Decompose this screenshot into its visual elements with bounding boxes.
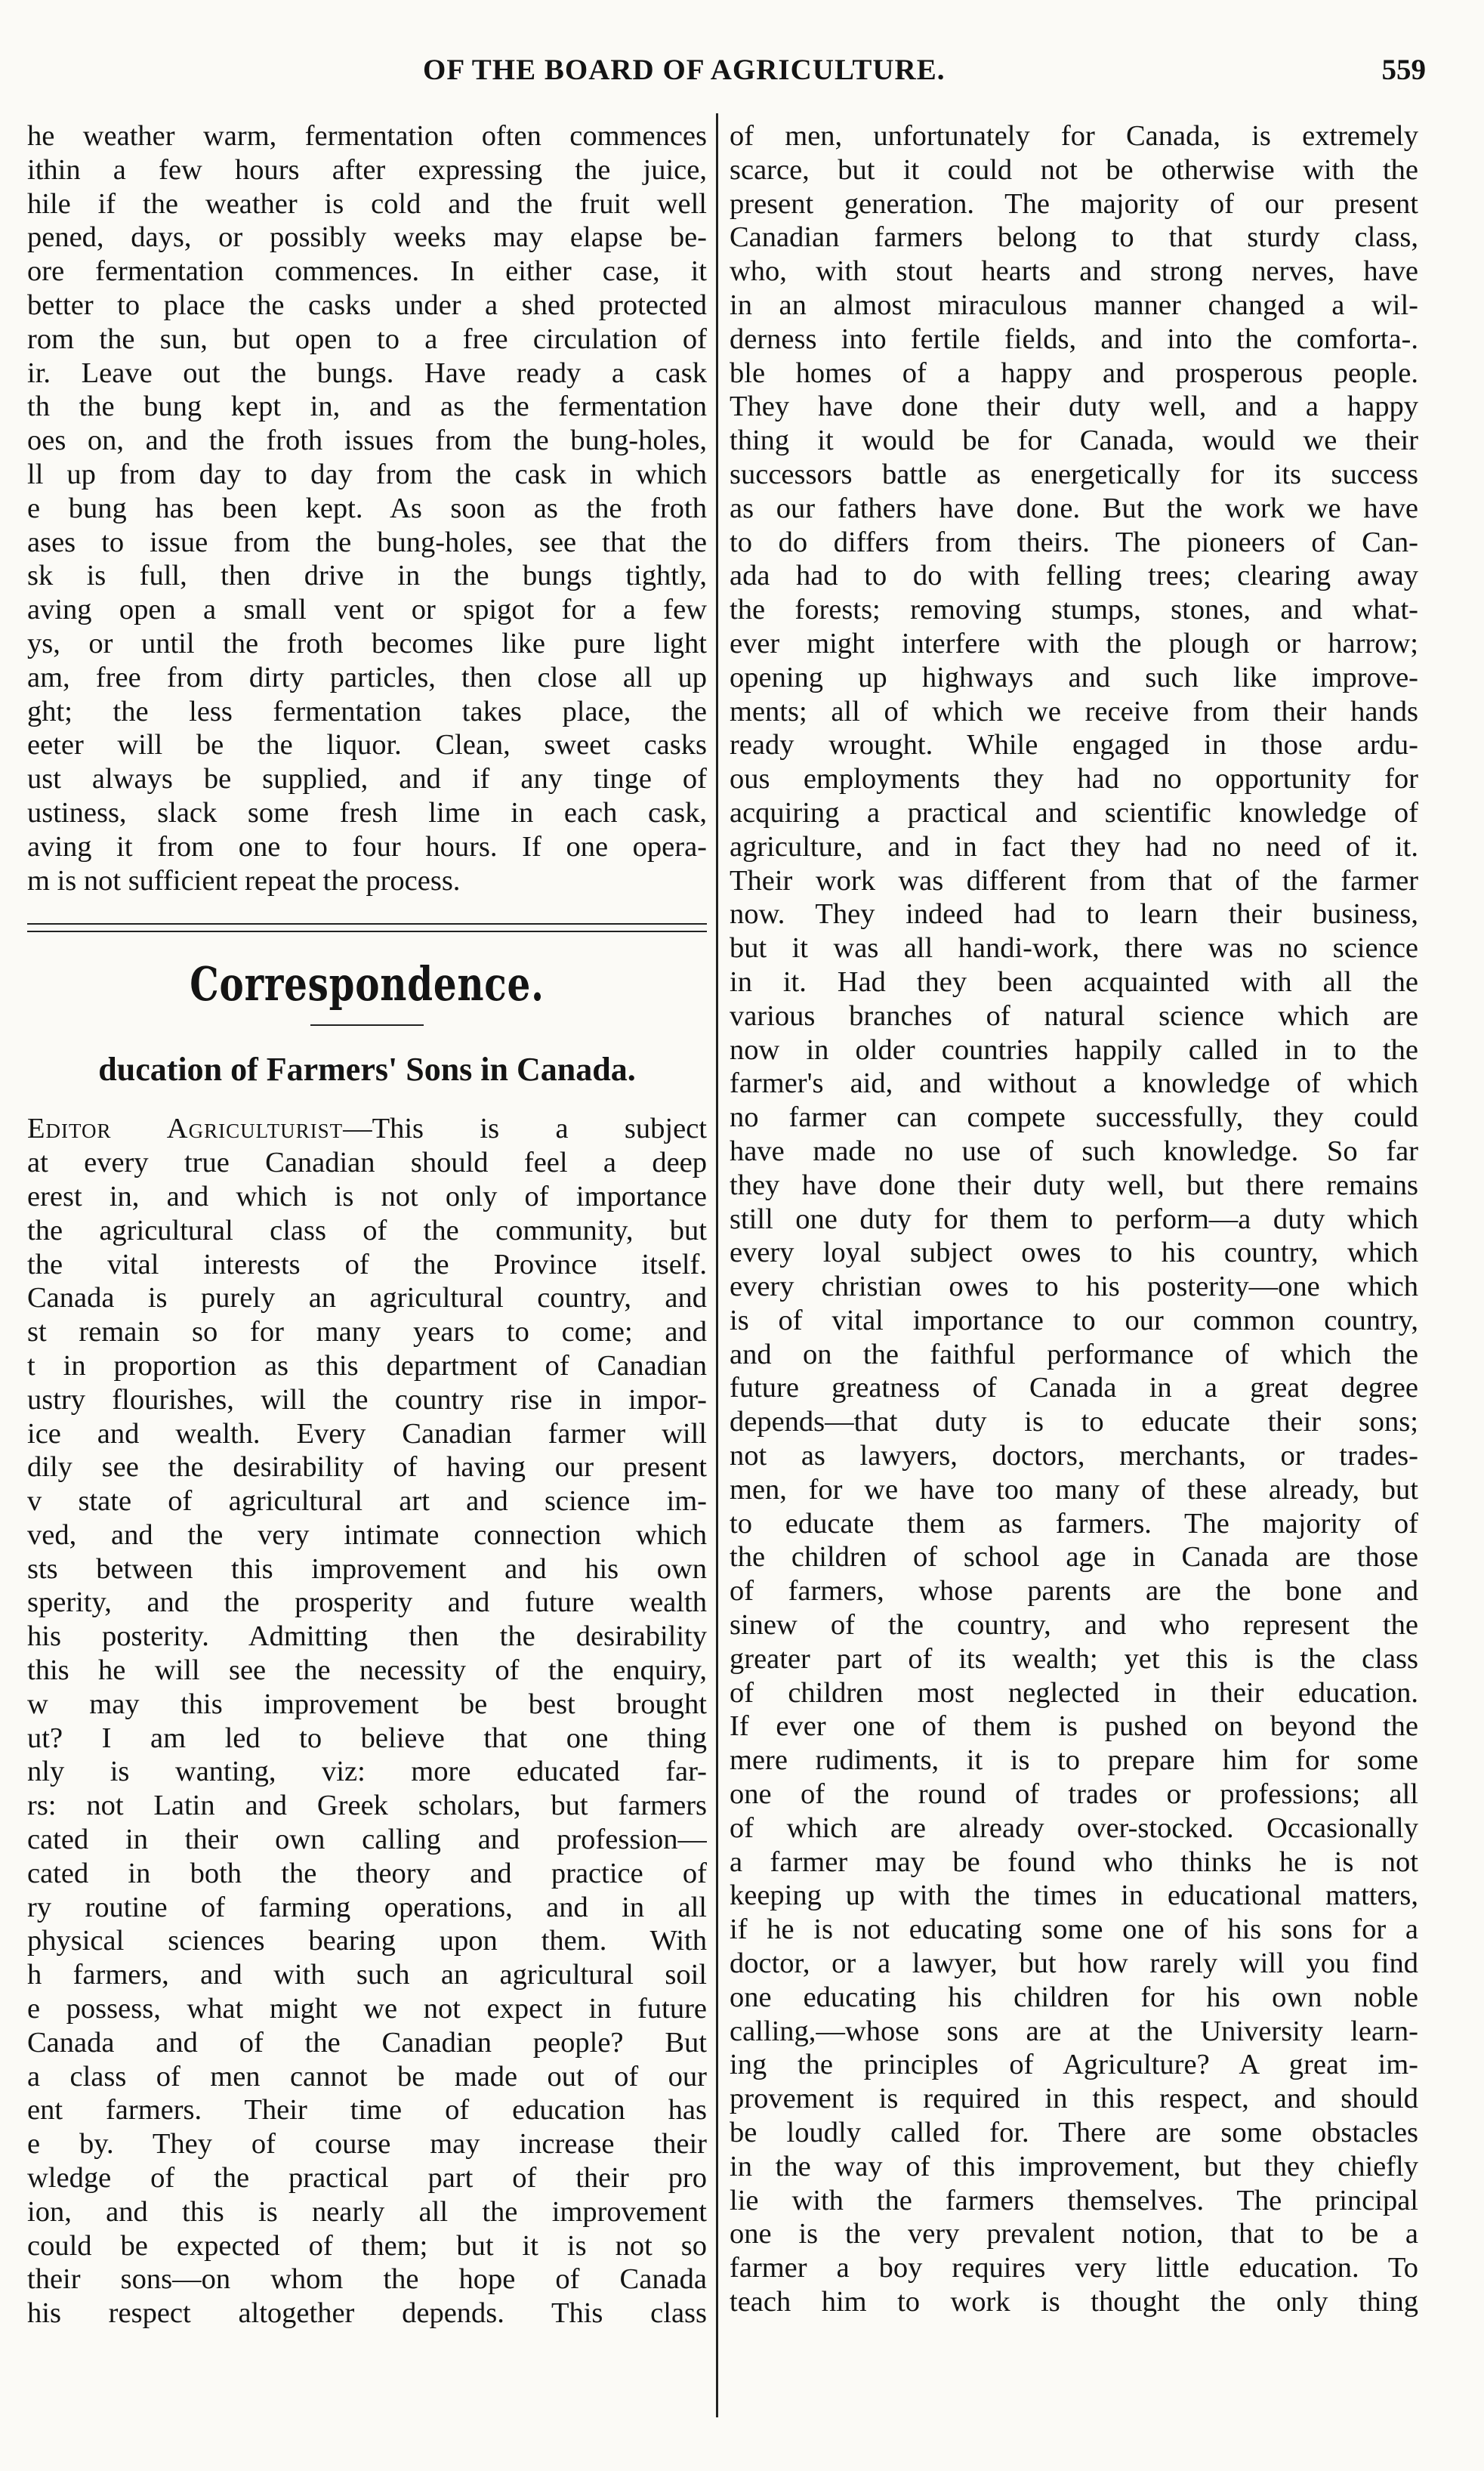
text-line: one educating his children for his own noble	[730, 1981, 1418, 2013]
text-line: men, for we have too many of these already, but	[730, 1473, 1418, 1506]
text-line: scarce, but it could not be otherwise with the	[730, 153, 1418, 186]
text-line: of farmers, whose parents are the bone and	[730, 1575, 1418, 1608]
text-line: he weather warm, fermentation often commences	[27, 120, 707, 152]
text-line: farmer's aid, and without a knowledge of which	[730, 1067, 1418, 1100]
text-line: present generation. The majority of our present	[730, 187, 1418, 220]
text-line: e possess, what might we not expect in future	[27, 1993, 707, 2025]
text-line: ada had to do with felling trees; clearing away	[730, 560, 1418, 592]
text-line: one is the very prevalent notion, that to be a	[730, 2218, 1418, 2250]
left-top-text	[27, 119, 707, 897]
text-line: ys, or until the froth becomes like pure light	[27, 627, 707, 659]
text-line: in an almost miraculous manner changed a wil-	[730, 289, 1418, 321]
text-line: every christian owes to his posterity—one which	[730, 1271, 1418, 1303]
text-line: e by. They of course may increase their	[27, 2128, 707, 2161]
text-line: and on the faithful performance of which the	[730, 1338, 1418, 1370]
text-line: e bung has been kept. As soon as the froth	[27, 492, 707, 524]
text-line: a class of men cannot be made out of our	[27, 2060, 707, 2093]
text-line: v state of agricultural art and science im-	[27, 1485, 707, 1518]
text-line: be loudly called for. There are some obstacles	[730, 2117, 1418, 2149]
text-line: is of vital importance to our common country,	[730, 1304, 1418, 1336]
text-line: am, free from dirty particles, then close all up	[27, 661, 707, 693]
text-line: Canada is purely an agricultural country, and	[27, 1282, 707, 1314]
text-line: the vital interests of the Province itself.	[27, 1248, 707, 1280]
text-line: as our fathers have done. But the work we have	[730, 492, 1418, 524]
text-line: lie with the farmers themselves. The principal	[730, 2184, 1418, 2216]
text-line: greater part of its wealth; yet this is the class	[730, 1642, 1418, 1675]
text-line: hile if the weather is cold and the fruit well	[27, 187, 707, 220]
text-line: their sons—on whom the hope of Canada	[27, 2263, 707, 2296]
section-divider	[27, 923, 707, 932]
text-line: mere rudiments, it is to prepare him for some	[730, 1744, 1418, 1777]
text-line: the children of school age in Canada are those	[730, 1541, 1418, 1574]
text-line: one of the round of trades or professions; all	[730, 1778, 1418, 1811]
text-line: not as lawyers, doctors, merchants, or trades-	[730, 1440, 1418, 1472]
text-line: st remain so for many years to come; and	[27, 1316, 707, 1348]
text-line: agriculture, and in fact they had no need of it.	[730, 830, 1418, 863]
text-line: t in proportion as this department of Canadian	[27, 1349, 707, 1382]
text-line: derness into fertile fields, and into the comforta-.	[730, 323, 1418, 355]
text-line: sperity, and the prosperity and future wealth	[27, 1586, 707, 1619]
text-line: ous employments they had no opportunity for	[730, 763, 1418, 795]
text-line: eeter will be the liquor. Clean, sweet casks	[27, 729, 707, 761]
text-line: ved, and the very intimate connection which	[27, 1518, 707, 1551]
text-line: now in older countries happily called in to the	[730, 1033, 1418, 1066]
text-line: If ever one of them is pushed on beyond the	[730, 1710, 1418, 1743]
text-line: provement is required in this respect, and should	[730, 2083, 1418, 2115]
text-line: to do differs from theirs. The pioneers of Can-	[730, 526, 1418, 558]
text-line: of men, unfortunately for Canada, is extremely	[730, 120, 1418, 152]
text-line: to educate them as farmers. The majority of	[730, 1507, 1418, 1540]
text-line: his posterity. Admitting then the desirability	[27, 1620, 707, 1653]
left-column	[27, 119, 707, 2330]
text-line: depends—that duty is to educate their sons;	[730, 1406, 1418, 1438]
text-line: farmer a boy requires very little education. To	[730, 2252, 1418, 2284]
section-title: Correspondence.	[190, 956, 545, 1012]
text-line: Canada and of the Canadian people? But	[27, 2026, 707, 2059]
text-line: acquiring a practical and scientific knowledge of	[730, 796, 1418, 829]
text-line: thing it would be for Canada, would we their	[730, 425, 1418, 457]
text-line: dily see the desirability of having our present	[27, 1451, 707, 1484]
text-line: in it. Had they been acquainted with all the	[730, 965, 1418, 998]
text-line: doctor, or a lawyer, but how rarely will you find	[730, 1947, 1418, 1980]
text-line: of children most neglected in their education.	[730, 1676, 1418, 1709]
text-line: in the way of this improvement, but they chiefly	[730, 2150, 1418, 2182]
text-line: his respect altogether depends. This class	[27, 2297, 707, 2330]
text-line: the forests; removing stumps, stones, and what-	[730, 594, 1418, 626]
right-column	[730, 119, 1418, 2319]
text-line: ry routine of farming operations, and in all	[27, 1891, 707, 1923]
text-line: who, with stout hearts and strong nerves, have	[730, 255, 1418, 288]
text-line: aving it from one to four hours. If one opera-	[27, 830, 707, 863]
text-line: ght; the less fermentation takes place, the	[27, 695, 707, 727]
text-line: at every true Canadian should feel a deep	[27, 1147, 707, 1179]
text-line: ever might interfere with the plough or harrow;	[730, 627, 1418, 659]
text-line: oes on, and the froth issues from the bung-holes,	[27, 425, 707, 457]
running-title: OF THE BOARD OF AGRICULTURE.	[423, 54, 946, 86]
text-line: aving open a small vent or spigot for a few	[27, 594, 707, 626]
text-line: a farmer may be found who thinks he is not	[730, 1846, 1418, 1878]
text-line: ithin a few hours after expressing the juice,	[27, 153, 707, 186]
text-line: the agricultural class of the community, but	[27, 1214, 707, 1246]
text-line: every loyal subject owes to his country, which	[730, 1237, 1418, 1269]
text-line: opening up highways and such like improve-	[730, 661, 1418, 693]
text-line: ice and wealth. Every Canadian farmer will	[27, 1417, 707, 1450]
text-line: still one duty for them to perform—a duty which	[730, 1203, 1418, 1235]
text-line: erest in, and which is not only of importance	[27, 1180, 707, 1212]
text-line: Canadian farmers belong to that sturdy class,	[730, 221, 1418, 254]
text-line: various branches of natural science which are	[730, 999, 1418, 1032]
text-line: rom the sun, but open to a free circulation of	[27, 323, 707, 355]
text-line: but it was all handi-work, there was no science	[730, 932, 1418, 965]
text-line: keeping up with the times in educational matters,	[730, 1880, 1418, 1912]
text-line: w may this improvement be best brought	[27, 1688, 707, 1720]
text-line: th the bung kept in, and as the fermentation	[27, 391, 707, 423]
text-line: now. They indeed had to learn their business,	[730, 898, 1418, 931]
text-line: wledge of the practical part of their pro	[27, 2162, 707, 2195]
text-line: of which are already over-stocked. Occasionally	[730, 1812, 1418, 1844]
text-line: nly is wanting, viz: more educated far-	[27, 1756, 707, 1788]
text-line: this he will see the necessity of the enquiry,	[27, 1654, 707, 1687]
text-line: ustry flourishes, will the country rise in impor-	[27, 1383, 707, 1416]
text-line: if he is not educating some one of his sons for a	[730, 1913, 1418, 1946]
text-line: Their work was different from that of the farmer	[730, 864, 1418, 897]
text-line: ll up from day to day from the cask in which	[27, 458, 707, 490]
text-line: ments; all of which we receive from their hands	[730, 695, 1418, 727]
text-line: ready wrought. While engaged in those ardu-	[730, 729, 1418, 761]
text-line: cated in their own calling and profession—	[27, 1824, 707, 1856]
text-line: pened, days, or possibly weeks may elapse be-	[27, 221, 707, 254]
text-line: cated in both the theory and practice of	[27, 1857, 707, 1889]
text-line: successors battle as energetically for its success	[730, 458, 1418, 490]
article-title: ducation of Farmers' Sons in Canada.	[98, 1051, 636, 1089]
text-line: ble homes of a happy and prosperous people.	[730, 357, 1418, 389]
text-line: sts between this improvement and his own	[27, 1552, 707, 1585]
text-line: teach him to work is thought the only thing	[730, 2286, 1418, 2318]
text-line: ent farmers. Their time of education has	[27, 2094, 707, 2127]
text-line: ing the principles of Agriculture? A great im-	[730, 2049, 1418, 2081]
text-line: have made no use of such knowledge. So far	[730, 1135, 1418, 1167]
salutation: Editor Agriculturist	[27, 1113, 344, 1145]
column-divider	[716, 113, 718, 2417]
text-line: could be expected of them; but it is not so	[27, 2229, 707, 2262]
article-text	[27, 1112, 707, 2330]
salutation-continuation: —This is a subject	[343, 1113, 707, 1145]
text-line: ases to issue from the bung-holes, see that the	[27, 526, 707, 558]
text-line: ustiness, slack some fresh lime in each cask,	[27, 796, 707, 829]
text-line: ion, and this is nearly all the improvement	[27, 2195, 707, 2228]
text-line: they have done their duty well, but there remains	[730, 1169, 1418, 1201]
text-line: rs: not Latin and Greek scholars, but farmers	[27, 1790, 707, 1822]
text-line: They have done their duty well, and a happy	[730, 391, 1418, 423]
page-header	[30, 53, 1435, 98]
text-line: future greatness of Canada in a great degree	[730, 1372, 1418, 1404]
title-rule	[310, 1024, 424, 1026]
text-line: no farmer can compete successfully, they could	[730, 1101, 1418, 1134]
text-line: ut? I am led to believe that one thing	[27, 1722, 707, 1754]
text-line: sk is full, then drive in the bungs tightly,	[27, 560, 707, 592]
text-line: better to place the casks under a shed protected	[27, 289, 707, 321]
text-line: ore fermentation commences. In either case, it	[27, 255, 707, 288]
text-line: ust always be supplied, and if any tinge of	[27, 763, 707, 795]
text-line: ir. Leave out the bungs. Have ready a cask	[27, 357, 707, 389]
text-line: h farmers, and with such an agricultural soil	[27, 1959, 707, 1991]
text-line: physical sciences bearing upon them. With	[27, 1925, 707, 1957]
text-line: sinew of the country, and who represent the	[730, 1609, 1418, 1642]
text-line: calling,—whose sons are at the University learn-	[730, 2015, 1418, 2047]
page-number: 559	[1381, 54, 1426, 86]
text-line	[27, 1112, 707, 1146]
text-line: m is not sufficient repeat the process.	[27, 864, 461, 897]
